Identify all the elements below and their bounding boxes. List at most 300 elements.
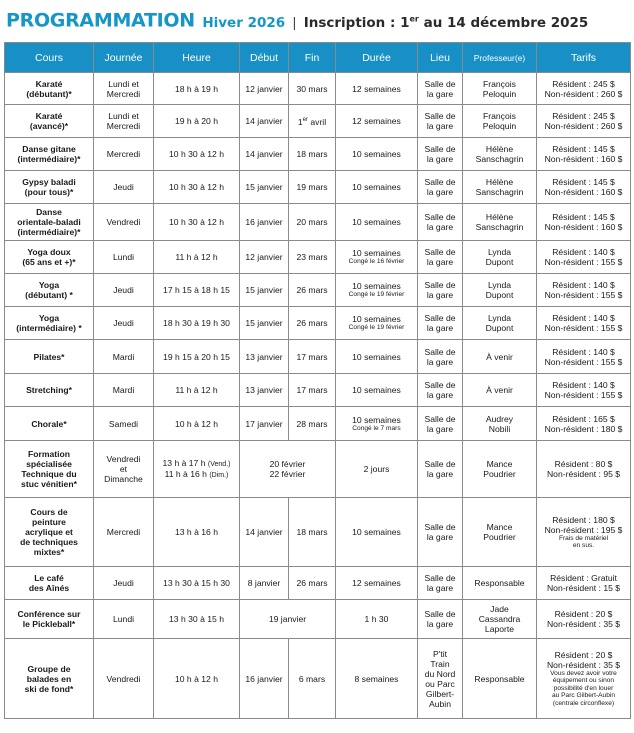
cell-duree-line: 10 semaines — [352, 385, 401, 395]
cell-tarifs-line: Résident : 165 $ — [552, 413, 615, 424]
cell-heure-line: 11 h à 12 h — [175, 252, 218, 262]
cell-debut — [240, 307, 289, 340]
cell-cours-line: Conférence sur — [17, 609, 81, 619]
cell-lieu-line: P'tit — [432, 648, 448, 659]
cell-duree — [336, 639, 418, 719]
cell-duree-line: 10 semaines — [352, 314, 401, 325]
cell-lieu — [418, 639, 463, 719]
cell-tarifs-note: (centrale circonflexe) — [552, 699, 615, 707]
cell-lieu-line: Salle de — [424, 313, 456, 323]
cell-journee-line: Vendredi — [106, 454, 141, 464]
cell-debut-line: 15 janvier — [245, 318, 283, 328]
cell-tarifs-line: Résident : 20 $ — [554, 649, 613, 660]
cell-duree — [336, 307, 418, 340]
cell-journee-line: Mercredi — [106, 149, 141, 159]
cell-professeur-line: Dupont — [485, 257, 514, 267]
cell-tarifs — [537, 138, 631, 171]
cell-heure-line: 11 h à 16 h (Dim.) — [164, 469, 229, 479]
cell-lieu — [418, 340, 463, 374]
cell-duree-line: 1 h 30 — [364, 614, 389, 624]
cell-journee-line: Mercredi — [106, 527, 141, 537]
cell-tarifs — [537, 241, 631, 274]
cell-debut-line: 14 janvier — [245, 116, 283, 126]
page-title: PROGRAMMATION — [6, 9, 195, 32]
cell-lieu — [418, 498, 463, 567]
cell-cours-line: Yoga — [38, 313, 60, 323]
cell-professeur-line: Nobili — [488, 423, 511, 434]
table-row — [5, 204, 631, 241]
cell-lieu-line: Salle de — [424, 522, 456, 532]
cell-tarifs-line: Non-résident : 160 $ — [544, 154, 623, 164]
cell-cours-line: Danse — [36, 207, 62, 217]
table-row — [5, 340, 631, 374]
cell-cours — [5, 340, 94, 374]
cell-professeur-line: Mance — [486, 459, 513, 469]
cell-tarifs — [537, 600, 631, 639]
cell-lieu — [418, 73, 463, 105]
cell-journee-line: Lundi — [112, 252, 135, 262]
cell-lieu-line: la gare — [426, 469, 454, 479]
cell-duree-line: 10 semaines — [352, 351, 401, 362]
cell-professeur-line: Cassandra — [478, 614, 521, 624]
cell-cours — [5, 567, 94, 600]
cell-fin: 19 mars — [289, 171, 336, 204]
cell-debut-line: 16 janvier — [245, 673, 283, 684]
cell-heure — [154, 204, 240, 241]
cell-lieu — [418, 171, 463, 204]
cell-duree-line: 10 semaines — [352, 527, 401, 537]
cell-lieu — [418, 274, 463, 307]
cell-professeur — [463, 407, 537, 441]
cell-tarifs-line: Résident : 180 $ — [552, 514, 615, 525]
cell-debut — [240, 241, 289, 274]
cell-professeur — [463, 105, 537, 138]
cell-duree-line: 12 semaines — [352, 578, 401, 588]
cell-cours — [5, 600, 94, 639]
cell-journee — [94, 340, 154, 374]
cell-debut-line: 14 janvier — [245, 527, 283, 537]
col-header-professeur: Professeur(e) — [463, 43, 537, 73]
cell-journee-line: Jeudi — [113, 318, 134, 328]
cell-professeur-line: Lynda — [487, 247, 512, 257]
cell-journee-line: et — [119, 464, 128, 474]
cell-lieu-line: la gare — [426, 88, 454, 99]
cell-tarifs-line: Résident : 20 $ — [554, 609, 613, 619]
cell-cours — [5, 105, 94, 138]
inscription-period: Inscription : 1er au 14 décembre 2025 — [303, 14, 589, 31]
cell-tarifs-line: Non-résident : 260 $ — [544, 88, 623, 99]
cell-debut — [240, 407, 289, 441]
cell-duree — [336, 407, 418, 441]
cell-cours-line: Gypsy baladi — [22, 177, 76, 187]
cell-debut-line: 15 janvier — [245, 182, 283, 192]
cell-professeur-line: Peloquin — [482, 121, 517, 131]
cell-duree-line: 8 semaines — [354, 673, 399, 684]
cell-lieu — [418, 105, 463, 138]
cell-cours-line: (intermédiaire)* — [17, 227, 81, 237]
col-header-heure: Heure — [154, 43, 240, 73]
cell-tarifs — [537, 274, 631, 307]
cell-lieu-line: la gare — [426, 121, 454, 131]
cell-fin: 17 mars — [289, 374, 336, 407]
cell-journee — [94, 307, 154, 340]
cell-duree-note: Congé le 19 février — [348, 291, 405, 299]
cell-fin: 18 mars — [289, 138, 336, 171]
cell-lieu-line: du Nord — [424, 668, 456, 679]
cell-fin: 23 mars — [289, 241, 336, 274]
cell-tarifs-line: Non-résident : 155 $ — [544, 390, 623, 400]
cell-journee-line: Mercredi — [106, 121, 141, 131]
cell-lieu — [418, 307, 463, 340]
cell-journee — [94, 407, 154, 441]
cell-heure — [154, 498, 240, 567]
cell-cours-line: Stretching* — [26, 385, 72, 395]
cell-cours-line: (débutant)* — [26, 88, 72, 99]
cell-professeur-line: Dupont — [485, 323, 514, 333]
cell-journee — [94, 204, 154, 241]
cell-fin: 28 mars — [289, 407, 336, 441]
cell-heure — [154, 639, 240, 719]
cell-lieu-line: Salle de — [424, 573, 456, 583]
cell-duree — [336, 600, 418, 639]
cell-lieu-line: ou Parc — [425, 678, 455, 689]
cell-dates — [240, 441, 336, 498]
cell-cours-line: Chorale* — [31, 418, 67, 429]
cell-heure — [154, 600, 240, 639]
cell-lieu — [418, 374, 463, 407]
col-header-fin: Fin — [289, 43, 336, 73]
cell-debut-line: 12 janvier — [245, 83, 283, 94]
col-header-lieu: Lieu — [418, 43, 463, 73]
cell-cours-line: orientale-baladi — [17, 217, 81, 227]
cell-debut — [240, 567, 289, 600]
cell-cours-line: acrylique et — [25, 527, 73, 537]
page-header — [6, 6, 588, 32]
cell-tarifs-note: équipement ou sinon — [552, 677, 615, 685]
cell-journee-line: Lundi et — [108, 78, 139, 89]
cell-lieu-line: la gare — [426, 290, 454, 300]
cell-duree-line: 12 semaines — [352, 83, 401, 94]
cell-cours-line: Danse gitane — [22, 144, 76, 154]
cell-professeur-line: Responsable — [474, 673, 525, 684]
cell-tarifs-line: Résident : 145 $ — [552, 144, 615, 154]
cell-heure — [154, 374, 240, 407]
cell-journee-line: Dimanche — [104, 474, 143, 484]
cell-tarifs-line: Non-résident : 155 $ — [544, 290, 623, 300]
cell-professeur — [463, 340, 537, 374]
cell-heure — [154, 241, 240, 274]
cell-lieu — [418, 441, 463, 498]
cell-tarifs-line: Non-résident : 160 $ — [544, 187, 623, 197]
cell-tarifs — [537, 498, 631, 567]
cell-debut-line: 8 janvier — [247, 578, 281, 588]
cell-lieu-line: Salle de — [424, 380, 456, 390]
cell-tarifs — [537, 639, 631, 719]
cell-lieu-line: Salle de — [424, 413, 456, 424]
cell-duree — [336, 73, 418, 105]
col-header-journee: Journée — [94, 43, 154, 73]
cell-tarifs-note: au Parc Gilbert-Aubin — [551, 692, 616, 700]
cell-dates-line: 19 janvier — [268, 614, 307, 624]
cell-professeur-line: Audrey — [485, 413, 514, 424]
cell-heure-line: 10 h 30 à 12 h — [169, 217, 224, 227]
cell-debut — [240, 138, 289, 171]
table-row — [5, 441, 631, 498]
cell-journee-line: Jeudi — [113, 578, 134, 588]
cell-debut — [240, 274, 289, 307]
cell-tarifs-line: Non-résident : 195 $ — [544, 524, 623, 535]
cell-cours-line: (intermédiaire) * — [16, 323, 82, 333]
cell-professeur-line: Sanschagrin — [475, 222, 524, 232]
cell-tarifs-line: Résident : 140 $ — [552, 247, 615, 257]
cell-duree — [336, 241, 418, 274]
cell-tarifs — [537, 204, 631, 241]
cell-professeur-line: Laporte — [484, 624, 515, 634]
cell-dates-line: 22 février — [269, 469, 306, 479]
cell-journee — [94, 241, 154, 274]
cell-duree — [336, 105, 418, 138]
cell-journee-line: Mercredi — [106, 88, 141, 99]
cell-tarifs — [537, 307, 631, 340]
cell-professeur-line: Hélène — [485, 144, 514, 154]
cell-heure-line: 10 h 30 à 12 h — [169, 149, 224, 159]
cell-lieu-line: Salle de — [424, 177, 456, 187]
cell-cours-line: peinture — [32, 517, 66, 527]
cell-tarifs-note: possibilité d'en louer — [553, 684, 614, 692]
cell-dates — [240, 600, 336, 639]
cell-lieu-line: la gare — [426, 583, 454, 593]
cell-tarifs-line: Non-résident : 35 $ — [546, 659, 621, 670]
cell-lieu-line: Salle de — [424, 280, 456, 290]
cell-lieu — [418, 241, 463, 274]
cell-duree — [336, 138, 418, 171]
cell-tarifs-line: Résident : 145 $ — [552, 177, 615, 187]
cell-cours-line: le Pickleball* — [22, 619, 76, 629]
cell-debut — [240, 340, 289, 374]
cell-lieu-line: la gare — [426, 257, 454, 267]
cell-fin: 6 mars — [289, 639, 336, 719]
cell-lieu-line: la gare — [426, 390, 454, 400]
cell-cours-line: (intermédiaire)* — [17, 154, 81, 164]
cell-lieu — [418, 407, 463, 441]
cell-duree-line: 10 semaines — [352, 149, 401, 159]
cell-tarifs-line: Résident : 140 $ — [552, 346, 615, 357]
cell-cours — [5, 138, 94, 171]
table-row — [5, 498, 631, 567]
cell-debut-line: 16 janvier — [245, 217, 283, 227]
cell-journee-line: Mardi — [112, 385, 135, 395]
cell-tarifs — [537, 73, 631, 105]
cell-professeur-line: Sanschagrin — [475, 187, 524, 197]
cell-cours-line: mixtes* — [33, 547, 65, 557]
table-header-row — [5, 43, 631, 73]
cell-heure-line: 18 h 30 à 19 h 30 — [163, 318, 230, 328]
cell-debut-line: 13 janvier — [245, 351, 283, 362]
cell-duree-line: 10 semaines — [352, 414, 401, 425]
cell-cours-line: Karaté — [35, 78, 63, 89]
cell-journee-line: Vendredi — [106, 673, 141, 684]
cell-lieu-line: la gare — [426, 222, 454, 232]
cell-duree — [336, 374, 418, 407]
cell-lieu-line: Aubin — [429, 698, 451, 709]
cell-lieu-line: Salle de — [424, 78, 456, 89]
cell-duree-line: 12 semaines — [352, 116, 401, 126]
cell-heure-line: 19 h 15 à 20 h 15 — [163, 351, 230, 362]
cell-heure — [154, 567, 240, 600]
cell-professeur — [463, 204, 537, 241]
schedule-table — [4, 42, 631, 719]
cell-journee-line: Jeudi — [113, 182, 134, 192]
cell-cours — [5, 407, 94, 441]
cell-cours — [5, 73, 94, 105]
cell-lieu-line: Salle de — [424, 144, 456, 154]
cell-heure-line: 10 h à 12 h — [174, 418, 218, 429]
cell-professeur-line: Hélène — [485, 212, 514, 222]
cell-duree-line: 10 semaines — [352, 281, 401, 292]
cell-heure — [154, 138, 240, 171]
cell-heure — [154, 407, 240, 441]
cell-heure — [154, 73, 240, 105]
cell-professeur — [463, 73, 537, 105]
cell-tarifs-line: Non-résident : 160 $ — [544, 222, 623, 232]
cell-professeur-line: Sanschagrin — [475, 154, 524, 164]
cell-tarifs-note: Vous devez avoir votre — [550, 669, 617, 677]
cell-tarifs-note: Frais de matériel — [558, 534, 609, 542]
cell-tarifs-line: Non-résident : 155 $ — [544, 323, 623, 333]
cell-debut-line: 17 janvier — [245, 418, 283, 429]
cell-professeur-line: Lynda — [487, 280, 512, 290]
cell-tarifs-line: Résident : 145 $ — [552, 212, 615, 222]
cell-journee-line: Lundi et — [108, 111, 139, 121]
cell-heure-line: 13 h 30 à 15 h — [169, 614, 224, 624]
cell-heure — [154, 171, 240, 204]
cell-debut — [240, 73, 289, 105]
cell-journee-line: Mardi — [112, 351, 135, 362]
cell-professeur-line: François — [483, 78, 516, 89]
cell-professeur — [463, 567, 537, 600]
cell-journee — [94, 374, 154, 407]
cell-lieu-line: Salle de — [424, 247, 456, 257]
col-header-tarifs: Tarifs — [537, 43, 631, 73]
cell-professeur-line: Jade — [490, 604, 509, 614]
table-row — [5, 374, 631, 407]
cell-journee — [94, 441, 154, 498]
cell-fin: 30 mars — [289, 73, 336, 105]
cell-journee-line: Samedi — [108, 418, 139, 429]
table-row — [5, 407, 631, 441]
cell-professeur — [463, 441, 537, 498]
cell-lieu-line: la gare — [426, 619, 454, 629]
cell-tarifs-line: Résident : 140 $ — [552, 380, 615, 390]
cell-professeur — [463, 171, 537, 204]
cell-lieu-line: la gare — [426, 532, 454, 542]
cell-cours-line: stuc vénitien* — [21, 479, 77, 489]
cell-tarifs-line: Non-résident : 35 $ — [546, 619, 621, 629]
cell-journee-line: Vendredi — [106, 217, 141, 227]
cell-tarifs-line: Résident : 140 $ — [552, 280, 615, 290]
cell-heure-line: 10 h à 12 h — [174, 673, 218, 684]
cell-heure-line: 13 h 30 à 15 h 30 — [163, 578, 230, 588]
cell-heure-line: 17 h 15 à 18 h 15 — [163, 285, 230, 295]
cell-duree — [336, 498, 418, 567]
table-row — [5, 171, 631, 204]
cell-debut — [240, 204, 289, 241]
cell-cours — [5, 498, 94, 567]
cell-cours-line: Formation — [27, 449, 70, 459]
cell-cours — [5, 204, 94, 241]
cell-tarifs — [537, 340, 631, 374]
cell-professeur — [463, 639, 537, 719]
cell-journee — [94, 105, 154, 138]
cell-lieu — [418, 567, 463, 600]
cell-tarifs — [537, 171, 631, 204]
cell-professeur — [463, 138, 537, 171]
cell-professeur-line: À venir — [486, 351, 513, 362]
cell-professeur-line: À venir — [486, 385, 513, 395]
cell-lieu-line: Train — [430, 658, 450, 669]
cell-heure — [154, 307, 240, 340]
cell-journee — [94, 274, 154, 307]
cell-tarifs — [537, 441, 631, 498]
cell-debut-line: 12 janvier — [245, 252, 283, 262]
cell-journee — [94, 567, 154, 600]
cell-cours — [5, 441, 94, 498]
cell-professeur — [463, 600, 537, 639]
cell-tarifs-line: Non-résident : 95 $ — [546, 469, 621, 479]
cell-lieu-line: Salle de — [424, 459, 456, 469]
cell-cours-line: Le café — [34, 573, 64, 583]
cell-duree — [336, 171, 418, 204]
cell-tarifs-line: Résident : 80 $ — [554, 459, 613, 469]
cell-lieu-line: Salle de — [424, 346, 456, 357]
cell-professeur-line: Poudrier — [483, 532, 516, 542]
cell-professeur-line: Peloquin — [482, 88, 517, 99]
cell-lieu-line: Salle de — [424, 609, 456, 619]
cell-journee-line: Jeudi — [113, 285, 134, 295]
cell-lieu-line: la gare — [426, 187, 454, 197]
cell-lieu-line: Salle de — [424, 111, 456, 121]
table-row — [5, 105, 631, 138]
cell-fin: 20 mars — [289, 204, 336, 241]
cell-debut-line: 15 janvier — [245, 285, 283, 295]
cell-duree — [336, 567, 418, 600]
cell-cours-line: Yoga doux — [27, 247, 71, 257]
cell-heure-line: 13 h à 17 h (Vend.) — [162, 458, 231, 468]
cell-debut-line: 13 janvier — [245, 385, 283, 395]
cell-cours-line: spécialisée — [26, 459, 72, 469]
cell-professeur — [463, 307, 537, 340]
cell-fin: 26 mars — [289, 274, 336, 307]
cell-professeur-line: Hélène — [485, 177, 514, 187]
table-row — [5, 307, 631, 340]
table-row — [5, 274, 631, 307]
cell-lieu-line: la gare — [426, 356, 454, 367]
cell-duree-note: Congé le 19 février — [348, 324, 405, 332]
col-header-debut: Début — [240, 43, 289, 73]
table-row — [5, 639, 631, 719]
table-row — [5, 241, 631, 274]
cell-duree — [336, 340, 418, 374]
cell-tarifs-line: Non-résident : 155 $ — [544, 356, 623, 367]
cell-cours — [5, 274, 94, 307]
table-row — [5, 138, 631, 171]
cell-tarifs — [537, 407, 631, 441]
cell-professeur — [463, 274, 537, 307]
cell-lieu — [418, 600, 463, 639]
cell-debut-line: 14 janvier — [245, 149, 283, 159]
cell-tarifs-line: Résident : 245 $ — [552, 111, 615, 121]
cell-professeur-line: Dupont — [485, 290, 514, 300]
